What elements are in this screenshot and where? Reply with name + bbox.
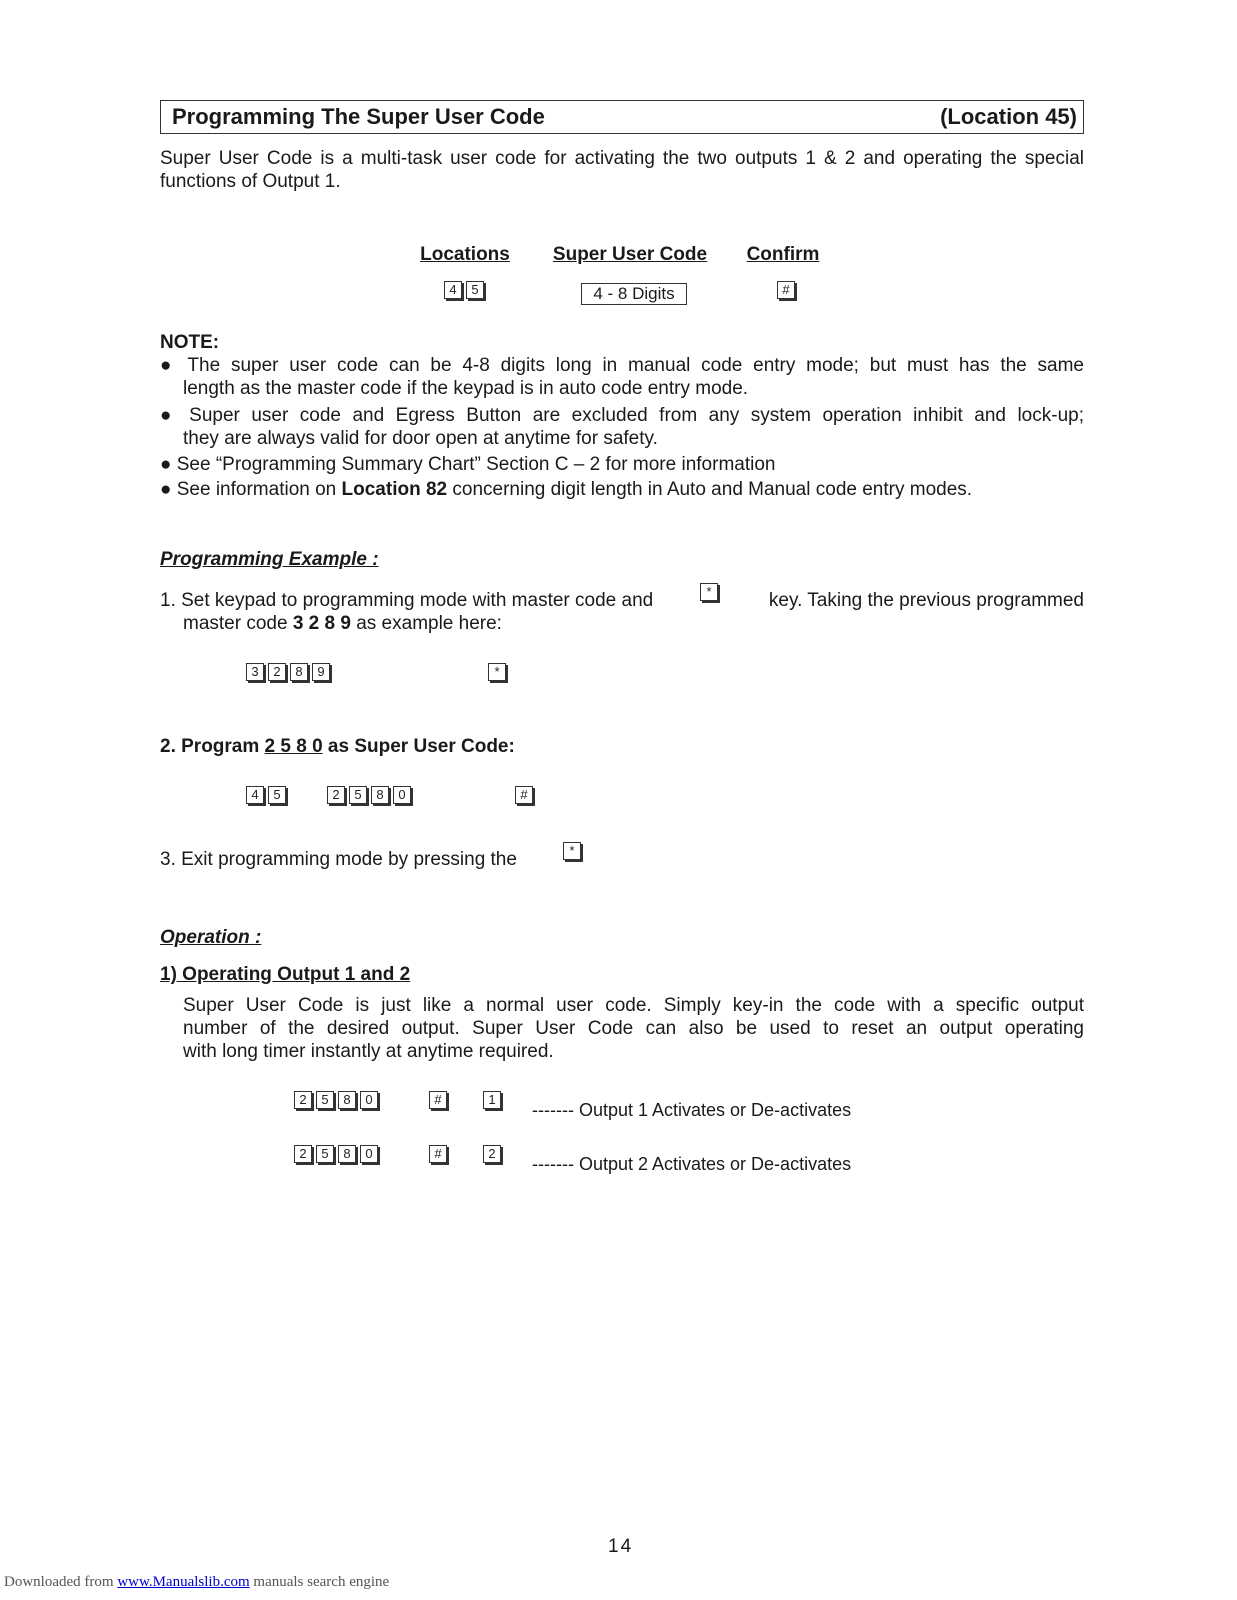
operation-para-line-3: with long timer instantly at anytime required. bbox=[183, 1041, 554, 1062]
col-confirm-heading: Confirm bbox=[746, 244, 820, 265]
step-1-line-2-tail: as example here: bbox=[350, 613, 502, 634]
programming-example-heading: Programming Example : bbox=[160, 549, 379, 570]
key-hash: # bbox=[429, 1145, 447, 1163]
step-2-location-keys bbox=[246, 786, 290, 804]
output-1-description: ------- Output 1 Activates or De-activates bbox=[532, 1100, 852, 1120]
key-4: 4 bbox=[444, 281, 462, 299]
col-code-heading: Super User Code bbox=[552, 244, 708, 265]
footer-text: Downloaded from bbox=[4, 1574, 118, 1590]
key-2: 2 bbox=[294, 1145, 312, 1163]
key-hash: # bbox=[515, 786, 533, 804]
key-hash: # bbox=[777, 281, 795, 299]
output-2-number-key bbox=[483, 1145, 505, 1163]
step-2-text-tail: as Super User Code: bbox=[322, 736, 515, 757]
key-2: 2 bbox=[327, 786, 345, 804]
key-hash: # bbox=[429, 1091, 447, 1109]
key-5: 5 bbox=[316, 1145, 334, 1163]
key-2: 2 bbox=[483, 1145, 501, 1163]
intro-paragraph: Super User Code is a multi-task user code for activating the two outputs 1 & 2 and operating the special functions of Output 1. bbox=[160, 148, 1084, 192]
key-5: 5 bbox=[349, 786, 367, 804]
operation-para-line-2: number of the desired output. Super User Code can also be used to reset an output operating bbox=[183, 1018, 1084, 1039]
step-1-text: 1. Set keypad to programming mode with master code and bbox=[160, 590, 654, 611]
key-8: 8 bbox=[290, 663, 308, 681]
location-label: (Location 45) bbox=[940, 104, 1077, 129]
confirm-key bbox=[777, 281, 799, 299]
step-1-star-key bbox=[488, 663, 510, 681]
section-title-box bbox=[160, 100, 1084, 134]
output-2-description: ------- Output 2 Activates or De-activates bbox=[532, 1154, 852, 1174]
output-2-hash-key bbox=[429, 1145, 451, 1163]
step-2-code-keys bbox=[327, 786, 415, 804]
key-2: 2 bbox=[294, 1091, 312, 1109]
step-3-star-key bbox=[563, 842, 585, 860]
key-5: 5 bbox=[466, 281, 484, 299]
key-1: 1 bbox=[483, 1091, 501, 1109]
master-code-example: 3 2 8 9 bbox=[292, 613, 351, 634]
locations-keys bbox=[444, 281, 488, 299]
output-1-number-key bbox=[483, 1091, 505, 1109]
output-2-code-keys bbox=[294, 1145, 382, 1163]
note-bullet-1-line-1: ● The super user code can be 4-8 digits long in manual code entry mode; but must has the same bbox=[160, 355, 1084, 376]
operation-para-line-1: Super User Code is just like a normal user code. Simply key-in the code with a specific output bbox=[183, 995, 1084, 1016]
step-2-confirm-key bbox=[515, 786, 537, 804]
key-0: 0 bbox=[393, 786, 411, 804]
manualslib-link[interactable]: www.Manualslib.com bbox=[117, 1574, 250, 1590]
note-label: NOTE: bbox=[160, 332, 220, 353]
note-bullet-4-text: ● See information on bbox=[160, 479, 342, 500]
note-bullet-1-line-2: length as the master code if the keypad is in auto code entry mode. bbox=[183, 378, 749, 399]
step-1-line-1 bbox=[160, 584, 1084, 612]
key-5: 5 bbox=[268, 786, 286, 804]
key-8: 8 bbox=[371, 786, 389, 804]
key-5: 5 bbox=[316, 1091, 334, 1109]
col-locations-heading: Locations bbox=[420, 244, 510, 265]
output-1-code-keys bbox=[294, 1091, 382, 1109]
note-bullet-4 bbox=[160, 478, 972, 501]
note-bullet-2-line-2: they are always valid for door open at anytime for safety. bbox=[183, 428, 658, 449]
key-8: 8 bbox=[338, 1091, 356, 1109]
step-1-text-tail: key. Taking the previous programmed bbox=[768, 590, 1084, 611]
step-1-line-2-text: master code bbox=[183, 613, 293, 634]
output-1-hash-key bbox=[429, 1091, 451, 1109]
key-star: * bbox=[488, 663, 506, 681]
key-0: 0 bbox=[360, 1145, 378, 1163]
download-footer bbox=[4, 1574, 389, 1591]
step-2-text: 2. Program bbox=[160, 736, 265, 757]
key-0: 0 bbox=[360, 1091, 378, 1109]
key-4: 4 bbox=[246, 786, 264, 804]
note-bullet-4-tail: concerning digit length in Auto and Manual code entry modes. bbox=[447, 479, 973, 500]
step-2-heading bbox=[160, 735, 515, 758]
page-number: 14 bbox=[608, 1536, 634, 1557]
digits-range-box: 4 - 8 Digits bbox=[581, 283, 687, 305]
step-1-master-keys bbox=[246, 663, 334, 681]
super-code-example: 2 5 8 0 bbox=[264, 736, 323, 757]
step-3-text: 3. Exit programming mode by pressing the bbox=[160, 849, 517, 870]
note-bullet-3: ● See “Programming Summary Chart” Section C – 2 for more information bbox=[160, 454, 776, 475]
operating-output-subheading: 1) Operating Output 1 and 2 bbox=[160, 964, 411, 985]
key-8: 8 bbox=[338, 1145, 356, 1163]
section-title: Programming The Super User Code bbox=[172, 104, 545, 129]
operation-heading: Operation : bbox=[160, 927, 262, 948]
key-9: 9 bbox=[312, 663, 330, 681]
note-bullet-2-line-1: ● Super user code and Egress Button are excluded from any system operation inhibit and lock-up; bbox=[160, 405, 1084, 426]
step-1-line-2 bbox=[183, 612, 502, 635]
key-star: * bbox=[700, 583, 718, 601]
key-3: 3 bbox=[246, 663, 264, 681]
key-star: * bbox=[563, 842, 581, 860]
key-2: 2 bbox=[268, 663, 286, 681]
footer-tail: manuals search engine bbox=[249, 1574, 390, 1590]
note-bullet-4-location: Location 82 bbox=[341, 479, 448, 500]
